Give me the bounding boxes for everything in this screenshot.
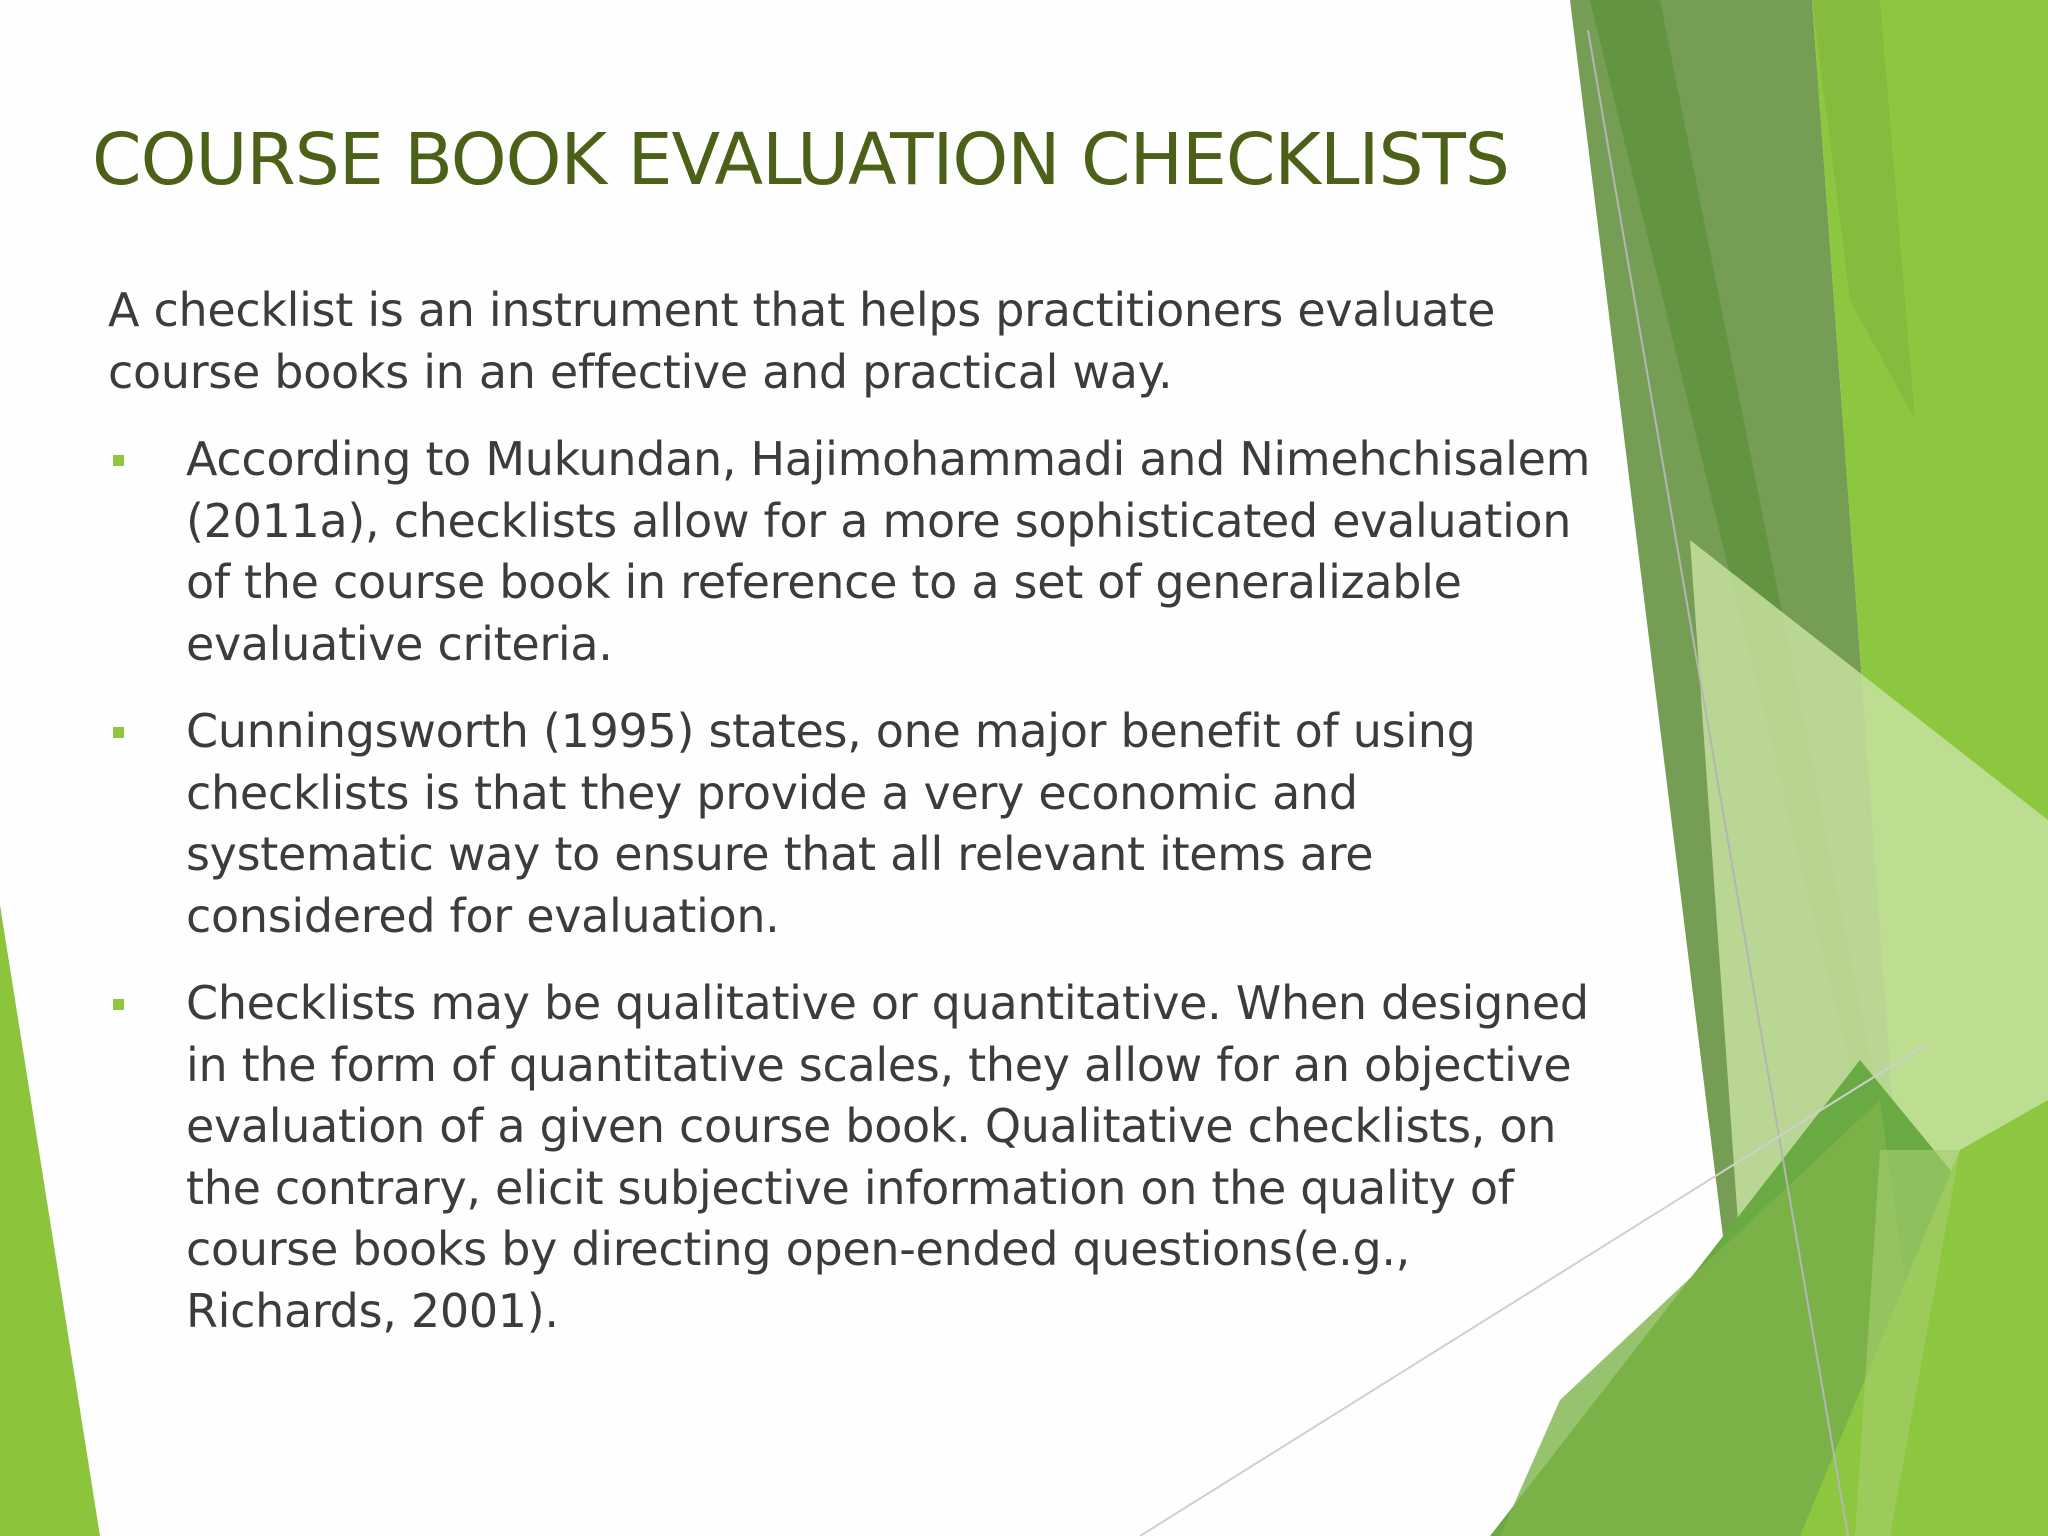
square-bullet-icon bbox=[113, 999, 124, 1010]
bullet-line: Richards, 2001). bbox=[186, 1283, 559, 1338]
bullet-list bbox=[108, 429, 1648, 1342]
bullet-line: the contrary, elicit subjective information on the quality of bbox=[186, 1160, 1514, 1215]
bullet-item bbox=[108, 429, 1648, 675]
bullet-line: evaluation of a given course book. Qualitative checklists, on bbox=[186, 1099, 1557, 1153]
bullet-line: of the course book in reference to a set of generalizable bbox=[186, 555, 1462, 609]
bullet-line: According to Mukundan, Hajimohammadi and Nimehchisalem bbox=[186, 432, 1591, 486]
intro-line: A checklist is an instrument that helps practitioners evaluate bbox=[108, 283, 1496, 337]
bullet-line: systematic way to ensure that all relevant items are bbox=[186, 827, 1374, 881]
bullet-line: checklists is that they provide a very economic and bbox=[186, 765, 1358, 820]
bullet-line: (2011a), checklists allow for a more sophisticated evaluation bbox=[186, 493, 1572, 548]
square-bullet-icon bbox=[113, 727, 124, 738]
intro-line: course books in an effective and practical way. bbox=[108, 344, 1173, 399]
bullet-item bbox=[108, 701, 1648, 947]
bullet-line: Cunningsworth (1995) states, one major benefit of using bbox=[186, 704, 1476, 758]
bullet-line: evaluative criteria. bbox=[186, 616, 613, 671]
bullet-line: Checklists may be qualitative or quantitative. When designed bbox=[186, 976, 1589, 1030]
bullet-line: considered for evaluation. bbox=[186, 888, 780, 943]
bullet-item bbox=[108, 973, 1648, 1342]
square-bullet-icon bbox=[113, 455, 124, 466]
slide-body bbox=[108, 280, 1648, 1368]
left-green-sliver bbox=[0, 905, 100, 1536]
intro-paragraph bbox=[108, 280, 1648, 403]
bullet-line: course books by directing open-ended questions(e.g., bbox=[186, 1222, 1410, 1276]
slide-title: COURSE BOOK EVALUATION CHECKLISTS bbox=[92, 118, 1509, 201]
bullet-line: in the form of quantitative scales, they allow for an objective bbox=[186, 1037, 1572, 1092]
